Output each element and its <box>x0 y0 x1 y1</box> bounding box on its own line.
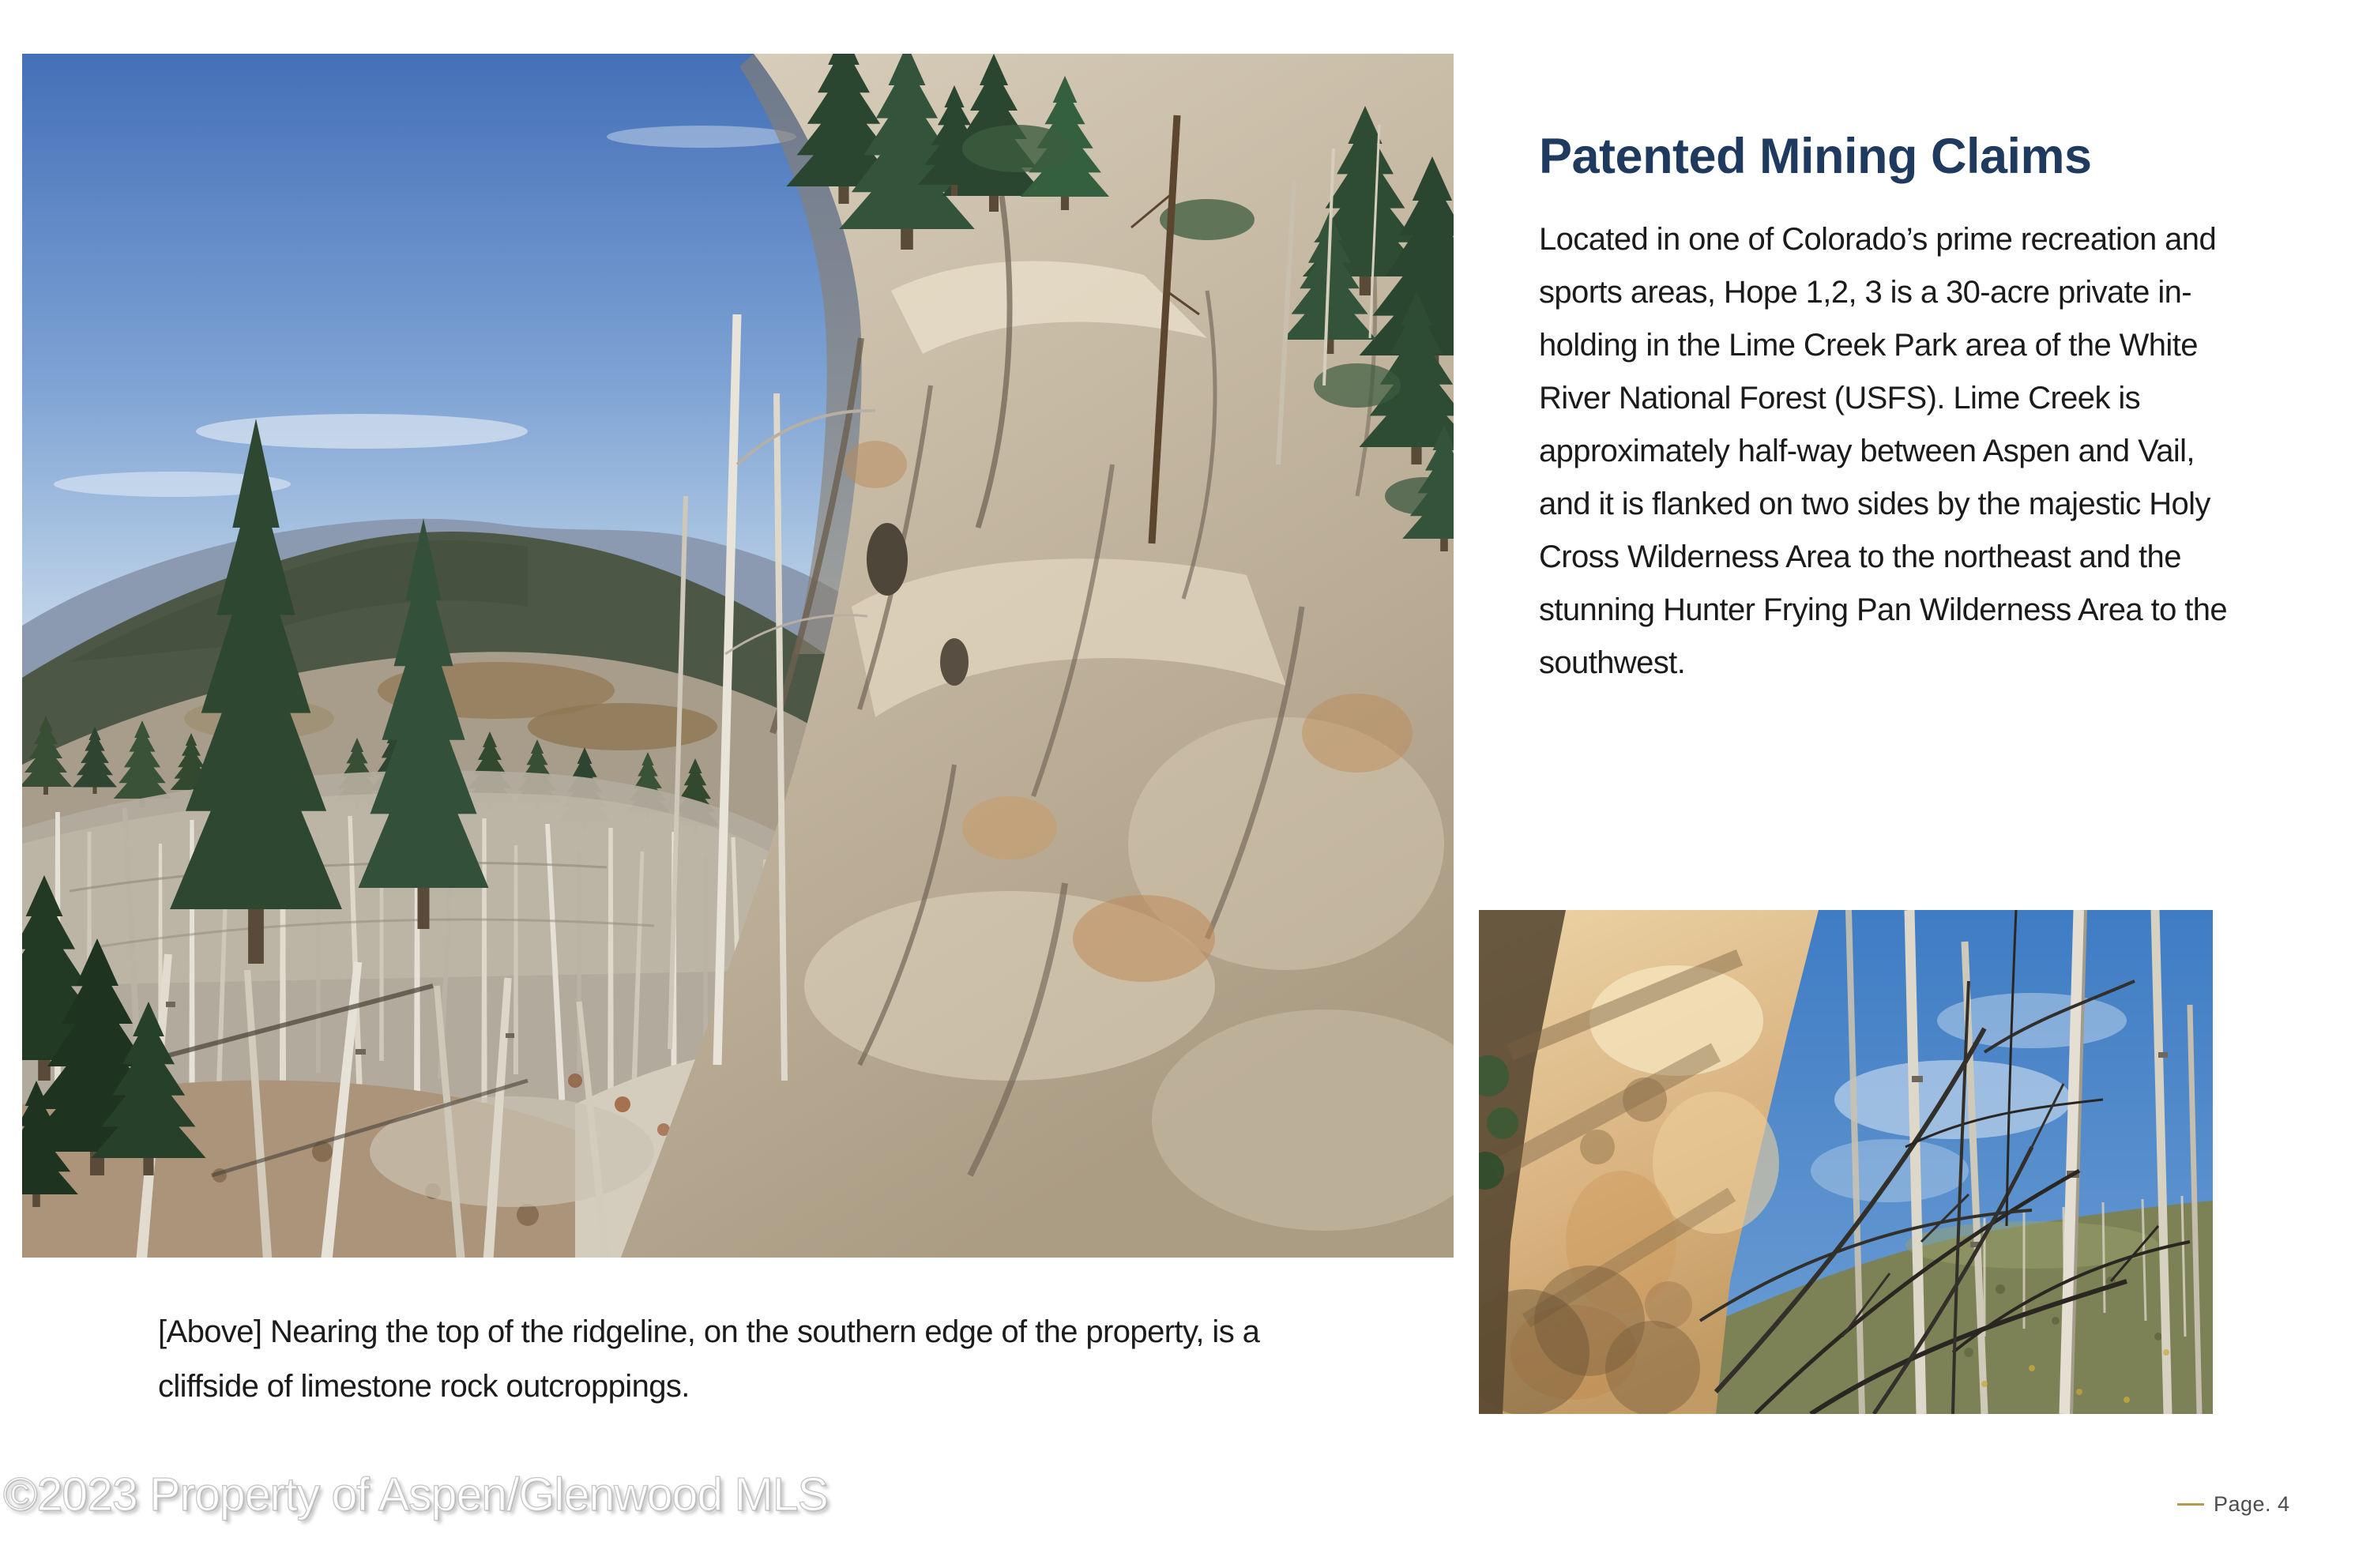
article-section <box>1539 126 2250 690</box>
secondary-photo <box>1479 910 2213 1414</box>
watermark: ©2023 Property of Aspen/Glenwood MLS <box>3 1468 828 1521</box>
footer-rule <box>2177 1503 2204 1506</box>
article-body-text: Located in one of Colorado’s prime recreation and sports areas, Hope 1,2, 3 is a 30-acre private in-holding in the Lime Creek Park area of the White River National Forest (USFS). Lime Creek is approximately half-way between Aspen and Vail, and it is flanked on two sides by the majestic Holy Cross Wilderness Area to the northeast and the stunning Hunter Frying Pan Wilderness Area to the southwest. <box>1539 222 2228 680</box>
page-number: Page. 4 <box>2214 1492 2290 1516</box>
photo-caption: [Above] Nearing the top of the ridgeline, on the southern edge of the property, is a cliffside of limestone rock outcroppings. <box>158 1314 1260 1404</box>
main-photo <box>22 54 1454 1258</box>
main-photo-image <box>22 54 1454 1258</box>
page-footer <box>2177 1492 2290 1517</box>
secondary-photo-image <box>1479 910 2213 1414</box>
page-title: Patented Mining Claims <box>1539 129 2092 184</box>
